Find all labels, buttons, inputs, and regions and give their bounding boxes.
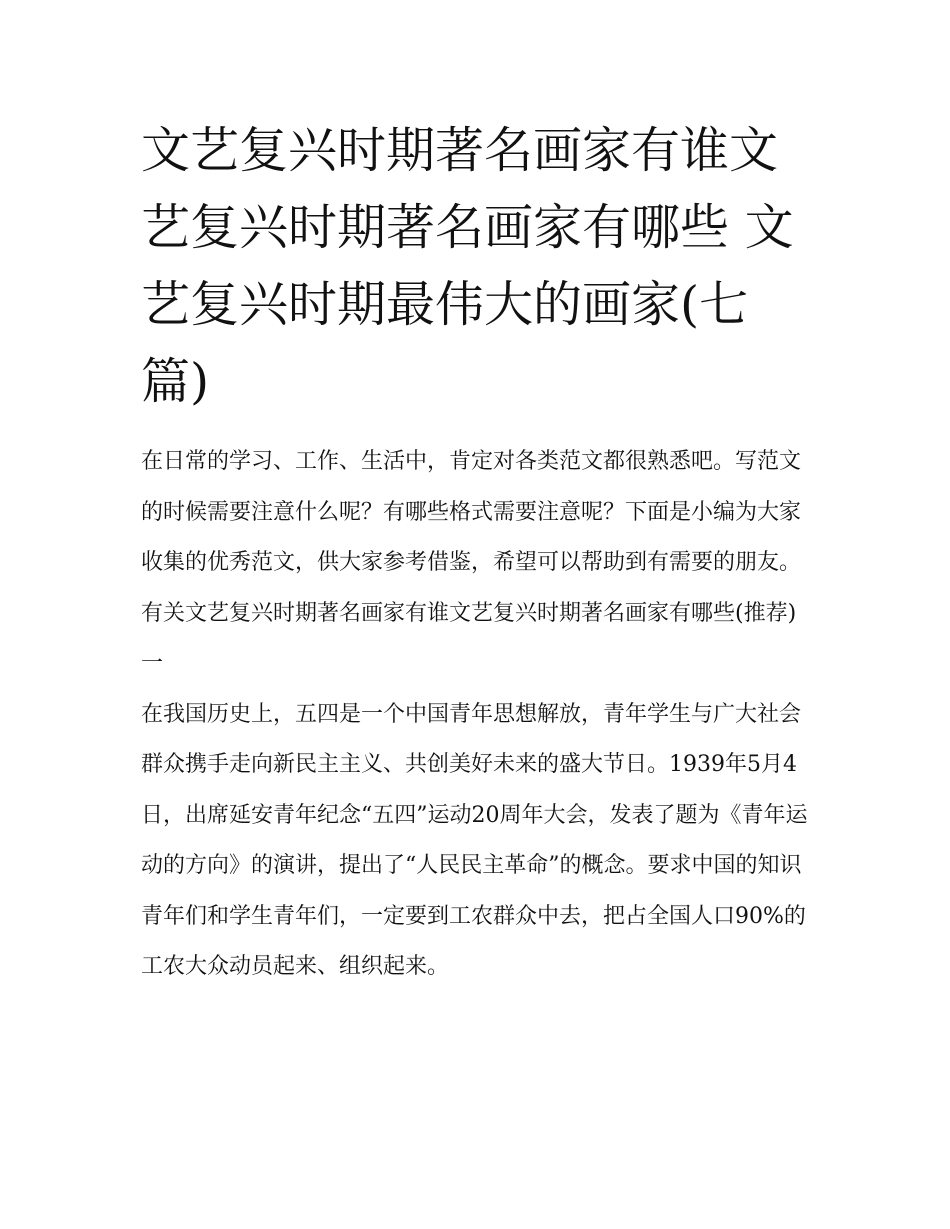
section-heading-paragraph: 有关文艺复兴时期著名画家有谁文艺复兴时期著名画家有哪些(推荐)一 (141, 600, 797, 676)
document-body (141, 112, 813, 993)
body-paragraph: 在我国历史上，五四是一个中国青年思想解放，青年学生与广大社会群众携手走向新民主主义、共创美好未来的盛大节日。1939年5月4日，出席延安青年纪念“五四”运动20周年大会，发表了题为《青年运动的方向》的演讲，提出了“人民民主革命”的概念。要求中国的知识青年们和学生青年们，一定要到工农群众中去，把占全国人口90%的工农大众动员起来、组织起来。 (141, 701, 808, 979)
document-title: 文艺复兴时期著名画家有谁文艺复兴时期著名画家有哪些 文艺复兴时期最伟大的画家(七篇) (141, 122, 794, 410)
intro-paragraph: 在日常的学习、工作、生活中，肯定对各类范文都很熟悉吧。写范文的时候需要注意什么呢？有哪些格式需要注意呢？下面是小编为大家收集的优秀范文，供大家参考借鉴，希望可以帮助到有需要的朋友。 (141, 449, 802, 575)
